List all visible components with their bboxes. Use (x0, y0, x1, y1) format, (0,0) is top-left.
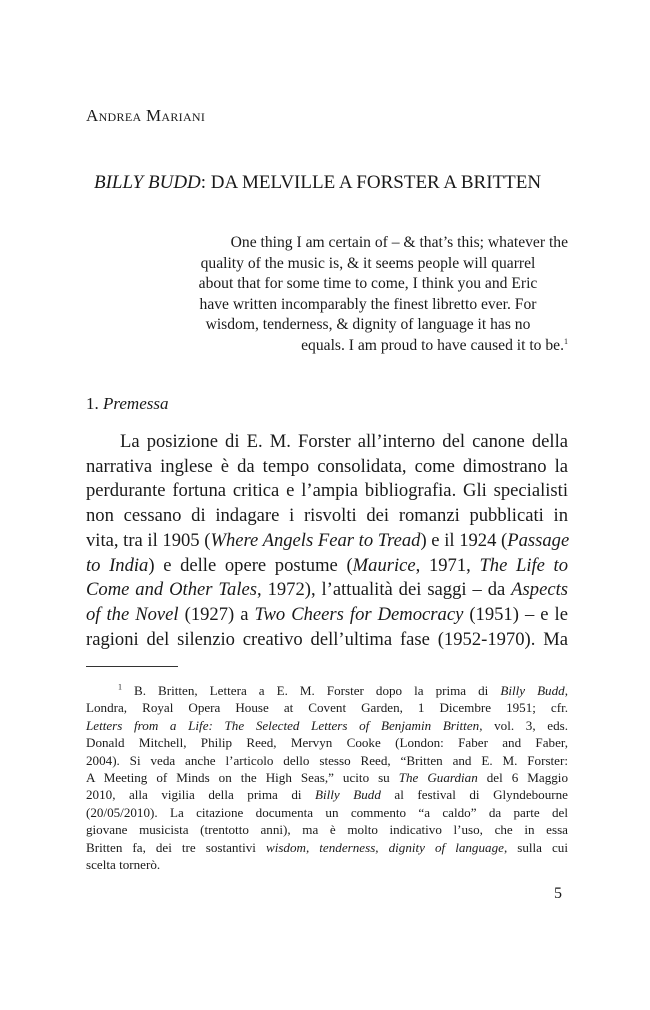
work-title: Billy Budd (500, 683, 565, 698)
epigraph-line-last (168, 336, 568, 357)
footnote-line (86, 717, 568, 734)
body-line (86, 603, 568, 628)
book-title: Aspects (511, 579, 568, 601)
epigraph-line: wisdom, tenderness, & dignity of language it has no (205, 316, 531, 334)
text-run: , vol. 3, eds. (479, 717, 568, 733)
epigraph-quote (168, 233, 568, 357)
body-line: perdurante fortuna critica e l’ampia bibliografia. Gli specialisti (86, 480, 568, 502)
text-run: (1927) a (178, 603, 255, 625)
epigraph-line: have written incomparably the finest libretto ever. For (199, 295, 537, 313)
book-title: Where Angels Fear to Tread (210, 529, 421, 551)
author-name: Andrea Mariani (86, 106, 206, 125)
text-run: ) e delle opere postume ( (148, 554, 353, 576)
footnote-line: Donald Mitchell, Philip Reed, Mervyn Cooke (London: Faber and Faber, (86, 735, 568, 751)
footnote-line (86, 839, 568, 856)
title-italic-part: BILLY BUDD (94, 172, 201, 193)
footnote-line (86, 786, 568, 803)
text-run: vita, tra il 1905 ( (86, 529, 211, 551)
body-paragraph (86, 430, 568, 652)
footnote-line: 2004). Si veda anche l’articolo dello stesso Reed, “Britten and E. M. Forster: (86, 752, 568, 768)
footnote-reference[interactable]: 1 (564, 336, 568, 346)
book-title: Two Cheers for Democracy (254, 603, 464, 625)
text-run: (1951) – e le (463, 603, 568, 625)
book-title: Maurice (352, 554, 416, 576)
work-title: The Guardian (398, 770, 478, 786)
page-number: 5 (554, 885, 562, 902)
footnote-line (86, 682, 568, 699)
book-title: The Life to (479, 554, 569, 576)
body-line (86, 554, 568, 579)
body-line (86, 578, 568, 603)
text-run: , sulla cui (503, 839, 568, 855)
epigraph-line-text: equals. I am proud to have caused it to be. (301, 336, 564, 354)
footnote-line (86, 769, 568, 786)
body-line (86, 529, 568, 554)
footnote-line: Londra, Royal Opera House at Covent Garden, 1 Dicembre 1951; cfr. (86, 700, 568, 716)
book-title: Passage (507, 529, 570, 551)
epigraph-line: about that for some time to come, I think you and Eric (198, 275, 538, 293)
epigraph-line: One thing I am certain of – & that’s this; whatever the (230, 234, 568, 251)
footnote-line: scelta tornerò. (86, 857, 161, 873)
book-title: to India (86, 554, 149, 576)
article-title (94, 172, 584, 194)
emphasized-words: wisdom, tenderness, dignity of language (265, 839, 504, 855)
body-line: La posizione di E. M. Forster all’interno del canone della (120, 431, 568, 452)
text-run: al festival di Glyndebourne (380, 787, 568, 803)
body-line: ragioni del silenzio creativo dell’ultima fase (1952-1970). Ma (86, 628, 568, 650)
footnote-marker: 1 (118, 682, 122, 692)
footnote (86, 682, 568, 873)
text-run: del 6 Maggio (477, 770, 568, 786)
text-run: A Meeting of Minds on the High Seas,” ucito su (86, 770, 399, 786)
book-title: of the Novel (86, 603, 179, 625)
section-heading (86, 394, 168, 414)
book-title: Come and Other Tales (86, 579, 257, 601)
section-number: 1. (86, 394, 103, 413)
text-run: 2010, alla vigilia della prima di (86, 787, 316, 803)
text-run: , 1972), l’attualità dei saggi – da (257, 579, 512, 601)
text-run: B. Britten, Lettera a E. M. Forster dopo la prima di (122, 683, 501, 698)
title-rest: : DA MELVILLE A FORSTER A BRITTEN (200, 172, 542, 193)
body-line: narrativa inglese è da tempo consolidata, come dimostrano la (86, 455, 568, 477)
text-run: ) e il 1924 ( (420, 529, 508, 551)
work-title: Billy Budd (315, 787, 381, 803)
text-run: , (564, 683, 568, 698)
epigraph-line: quality of the music is, & it seems people will quarrel (200, 254, 536, 272)
body-line: non cessano di indagare i risvolti dei romanzi pubblicati in (86, 505, 568, 527)
text-run: , 1971, (415, 554, 480, 576)
footnote-line: giovane musicista (trentotto anni), ma è molto indicativo l’uso, che in essa (86, 822, 568, 838)
work-title: Letters from a Life: The Selected Letters of Benjamin Britten (86, 717, 480, 733)
text-run: Britten fa, dei tre sostantivi (86, 839, 266, 855)
footnote-line: (20/05/2010). La citazione documenta un commento “a caldo” da parte del (86, 804, 568, 820)
footnote-divider (86, 666, 178, 667)
section-title: Premessa (103, 394, 169, 413)
